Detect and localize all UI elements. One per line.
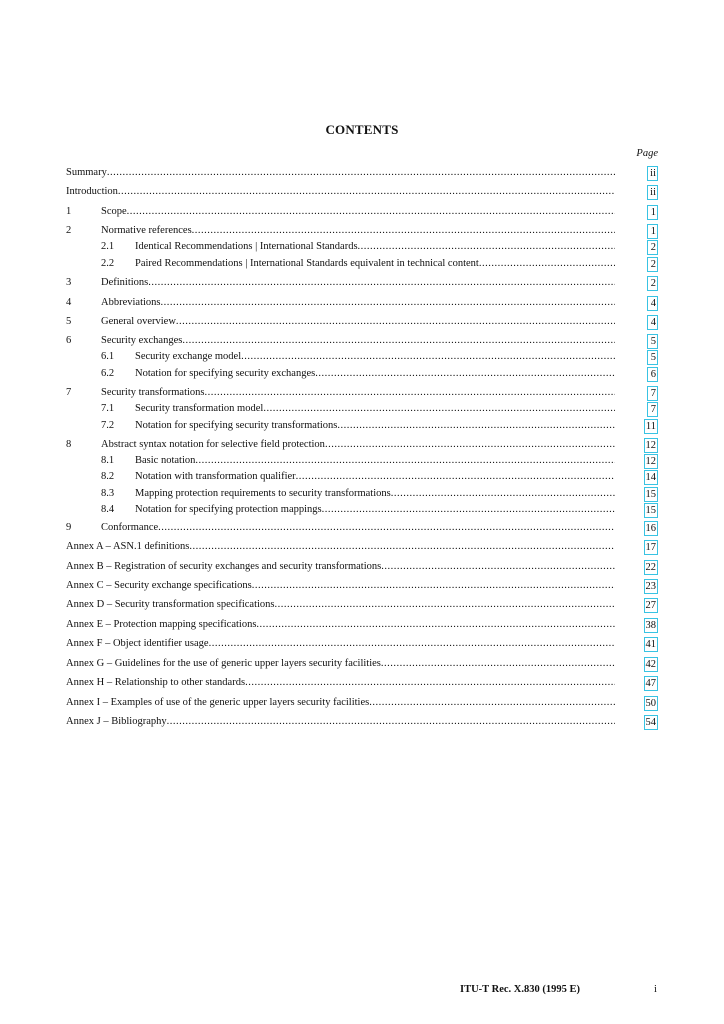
toc-entry-number: 2: [66, 225, 72, 236]
toc-page-link[interactable]: 4: [647, 315, 658, 330]
toc-entry: [66, 315, 658, 329]
toc-entry: [66, 618, 658, 632]
toc-entry-number: 2.2: [101, 258, 115, 269]
toc-entry: [66, 503, 658, 517]
toc-entry: [66, 166, 658, 180]
toc-entry-title: Paired Recommendations | International Standards equivalent in technical content .....: [135, 257, 615, 271]
toc-entry-title: Normative references .....: [101, 224, 615, 238]
toc-entry: [66, 540, 658, 554]
toc-page-link[interactable]: 42: [645, 659, 656, 670]
toc-entry-title: Annex G – Guidelines for the use of generic upper layers security facilities .....: [66, 657, 615, 671]
toc-entry: [66, 657, 658, 671]
toc-page-link[interactable]: 54: [645, 717, 656, 728]
toc-entry-number: 3: [66, 277, 72, 288]
footer-recommendation: ITU-T Rec. X.830 (1995 E): [460, 984, 580, 995]
toc-entry: [66, 579, 658, 593]
toc-page-link[interactable]: 22: [645, 562, 656, 573]
toc-entry-title: Scope .....: [101, 205, 615, 219]
toc-page-link[interactable]: 15: [645, 505, 656, 516]
toc-entry-title: Basic notation .....: [135, 454, 615, 468]
toc-entry: [66, 386, 658, 400]
toc-page-link[interactable]: 1: [647, 205, 658, 220]
toc-entry: [66, 224, 658, 238]
toc-page-link[interactable]: 2: [647, 240, 658, 255]
toc-entry-title: Notation for specifying security transformations .....: [135, 419, 615, 433]
toc-entry-number: 7.1: [101, 403, 115, 414]
toc-entry: [66, 185, 658, 199]
toc-entry: [66, 257, 658, 271]
toc-entry-title: Notation for specifying protection mappings .....: [135, 503, 615, 517]
toc-page-link[interactable]: 6: [647, 367, 658, 382]
toc-entry-title: Annex C – Security exchange specifications .....: [66, 579, 615, 593]
toc-entry: [66, 419, 658, 433]
toc-entry: [66, 438, 658, 452]
toc-entry-number: 2.1: [101, 241, 115, 252]
toc-entry: [66, 560, 658, 574]
toc-page-link[interactable]: 16: [645, 523, 656, 534]
toc-entry-title: Definitions .....: [101, 276, 615, 290]
toc-entry: [66, 240, 658, 254]
toc-entry-number: 8.1: [101, 455, 115, 466]
toc-page-link[interactable]: 2: [647, 276, 658, 291]
toc-page-link[interactable]: 50: [645, 698, 656, 709]
toc-entry-title: Annex J – Bibliography .....: [66, 715, 615, 729]
toc-entry: [66, 402, 658, 416]
toc-entry-number: 8.2: [101, 471, 115, 482]
toc-entry: [66, 350, 658, 364]
toc-entry: [66, 487, 658, 501]
toc-entry-number: 7.2: [101, 420, 115, 431]
toc-entry: [66, 296, 658, 310]
toc-entry-title: Summary .....: [66, 166, 615, 180]
page-column-label: Page: [636, 148, 658, 159]
toc-entry-title: Mapping protection requirements to security transformations .....: [135, 487, 615, 501]
toc-entry: [66, 637, 658, 651]
toc-entry-number: 6: [66, 335, 72, 346]
toc-entry-title: Security transformation model .....: [135, 402, 615, 416]
toc-entry-title: Annex D – Security transformation specifications .....: [66, 598, 615, 612]
toc-entry-title: Annex A – ASN.1 definitions .....: [66, 540, 615, 554]
page-title: CONTENTS: [325, 122, 399, 137]
toc-page-link[interactable]: 4: [647, 296, 658, 311]
toc-entry-number: 6.1: [101, 351, 115, 362]
toc-entry: [66, 521, 658, 535]
toc-entry: [66, 334, 658, 348]
toc-entry-number: 1: [66, 206, 72, 217]
toc-page-link[interactable]: 11: [645, 421, 656, 432]
toc-page-link[interactable]: 15: [645, 489, 656, 500]
toc-page-link[interactable]: 5: [647, 350, 658, 365]
footer-page-number: i: [654, 984, 657, 995]
toc-page-link[interactable]: 2: [647, 257, 658, 272]
toc-entry-title: Annex E – Protection mapping specifications .....: [66, 618, 615, 632]
toc-entry: [66, 676, 658, 690]
toc-entry-number: 4: [66, 297, 72, 308]
toc-entry: [66, 696, 658, 710]
toc-entry-title: Annex B – Registration of security exchanges and security transformations .....: [66, 560, 615, 574]
toc-entry: [66, 454, 658, 468]
toc-entry: [66, 276, 658, 290]
toc-entry-title: Annex F – Object identifier usage .....: [66, 637, 615, 651]
toc-page-link[interactable]: 23: [645, 581, 656, 592]
toc-entry-title: Annex H – Relationship to other standards .....: [66, 676, 615, 690]
toc-entry: [66, 715, 658, 729]
toc-entry: [66, 598, 658, 612]
toc-page-link[interactable]: 7: [647, 402, 658, 417]
toc-entry-title: Security exchange model .....: [135, 350, 615, 364]
toc-entry-title: General overview .....: [101, 315, 615, 329]
toc-entry: [66, 205, 658, 219]
toc-page-link[interactable]: 27: [645, 600, 656, 611]
toc-page-link[interactable]: 7: [647, 386, 658, 401]
toc-entry-title: Identical Recommendations | International Standards .....: [135, 240, 615, 254]
toc-entry-title: Security transformations .....: [101, 386, 615, 400]
toc-page-link[interactable]: 17: [645, 542, 656, 553]
toc-entry-title: Conformance .....: [101, 521, 615, 535]
toc-entry-number: 6.2: [101, 368, 115, 379]
toc-page-link[interactable]: 12: [645, 440, 656, 451]
toc-entry-title: Notation for specifying security exchanges .....: [135, 367, 615, 381]
toc-entry-number: 8.3: [101, 488, 115, 499]
toc-entry-title: Abstract syntax notation for selective field protection .....: [101, 438, 615, 452]
toc-entry-title: Annex I – Examples of use of the generic upper layers security facilities .....: [66, 696, 615, 710]
toc-page-link[interactable]: 5: [647, 334, 658, 349]
toc-entry-number: 7: [66, 387, 72, 398]
toc-page-link[interactable]: 47: [645, 678, 656, 689]
toc-entry-number: 5: [66, 316, 72, 327]
toc-entry-title: Introduction .....: [66, 185, 615, 199]
toc-page-link[interactable]: 38: [645, 620, 656, 631]
toc-entry-number: 8: [66, 439, 72, 450]
toc-page-link[interactable]: 1: [647, 224, 658, 239]
toc-entry: [66, 470, 658, 484]
toc-entry: [66, 367, 658, 381]
toc-page-link[interactable]: 41: [645, 639, 656, 650]
toc-page-link[interactable]: ii: [647, 185, 658, 200]
toc-entry-title: Abbreviations .....: [101, 296, 615, 310]
toc-entry-number: 8.4: [101, 504, 115, 515]
toc-entry-title: Notation with transformation qualifier .....: [135, 470, 615, 484]
toc-page-link[interactable]: ii: [647, 166, 658, 181]
toc-entry-title: Security exchanges .....: [101, 334, 615, 348]
toc-entry-number: 9: [66, 522, 72, 533]
toc-page-link[interactable]: 14: [645, 472, 656, 483]
toc-page-link[interactable]: 12: [645, 456, 656, 467]
